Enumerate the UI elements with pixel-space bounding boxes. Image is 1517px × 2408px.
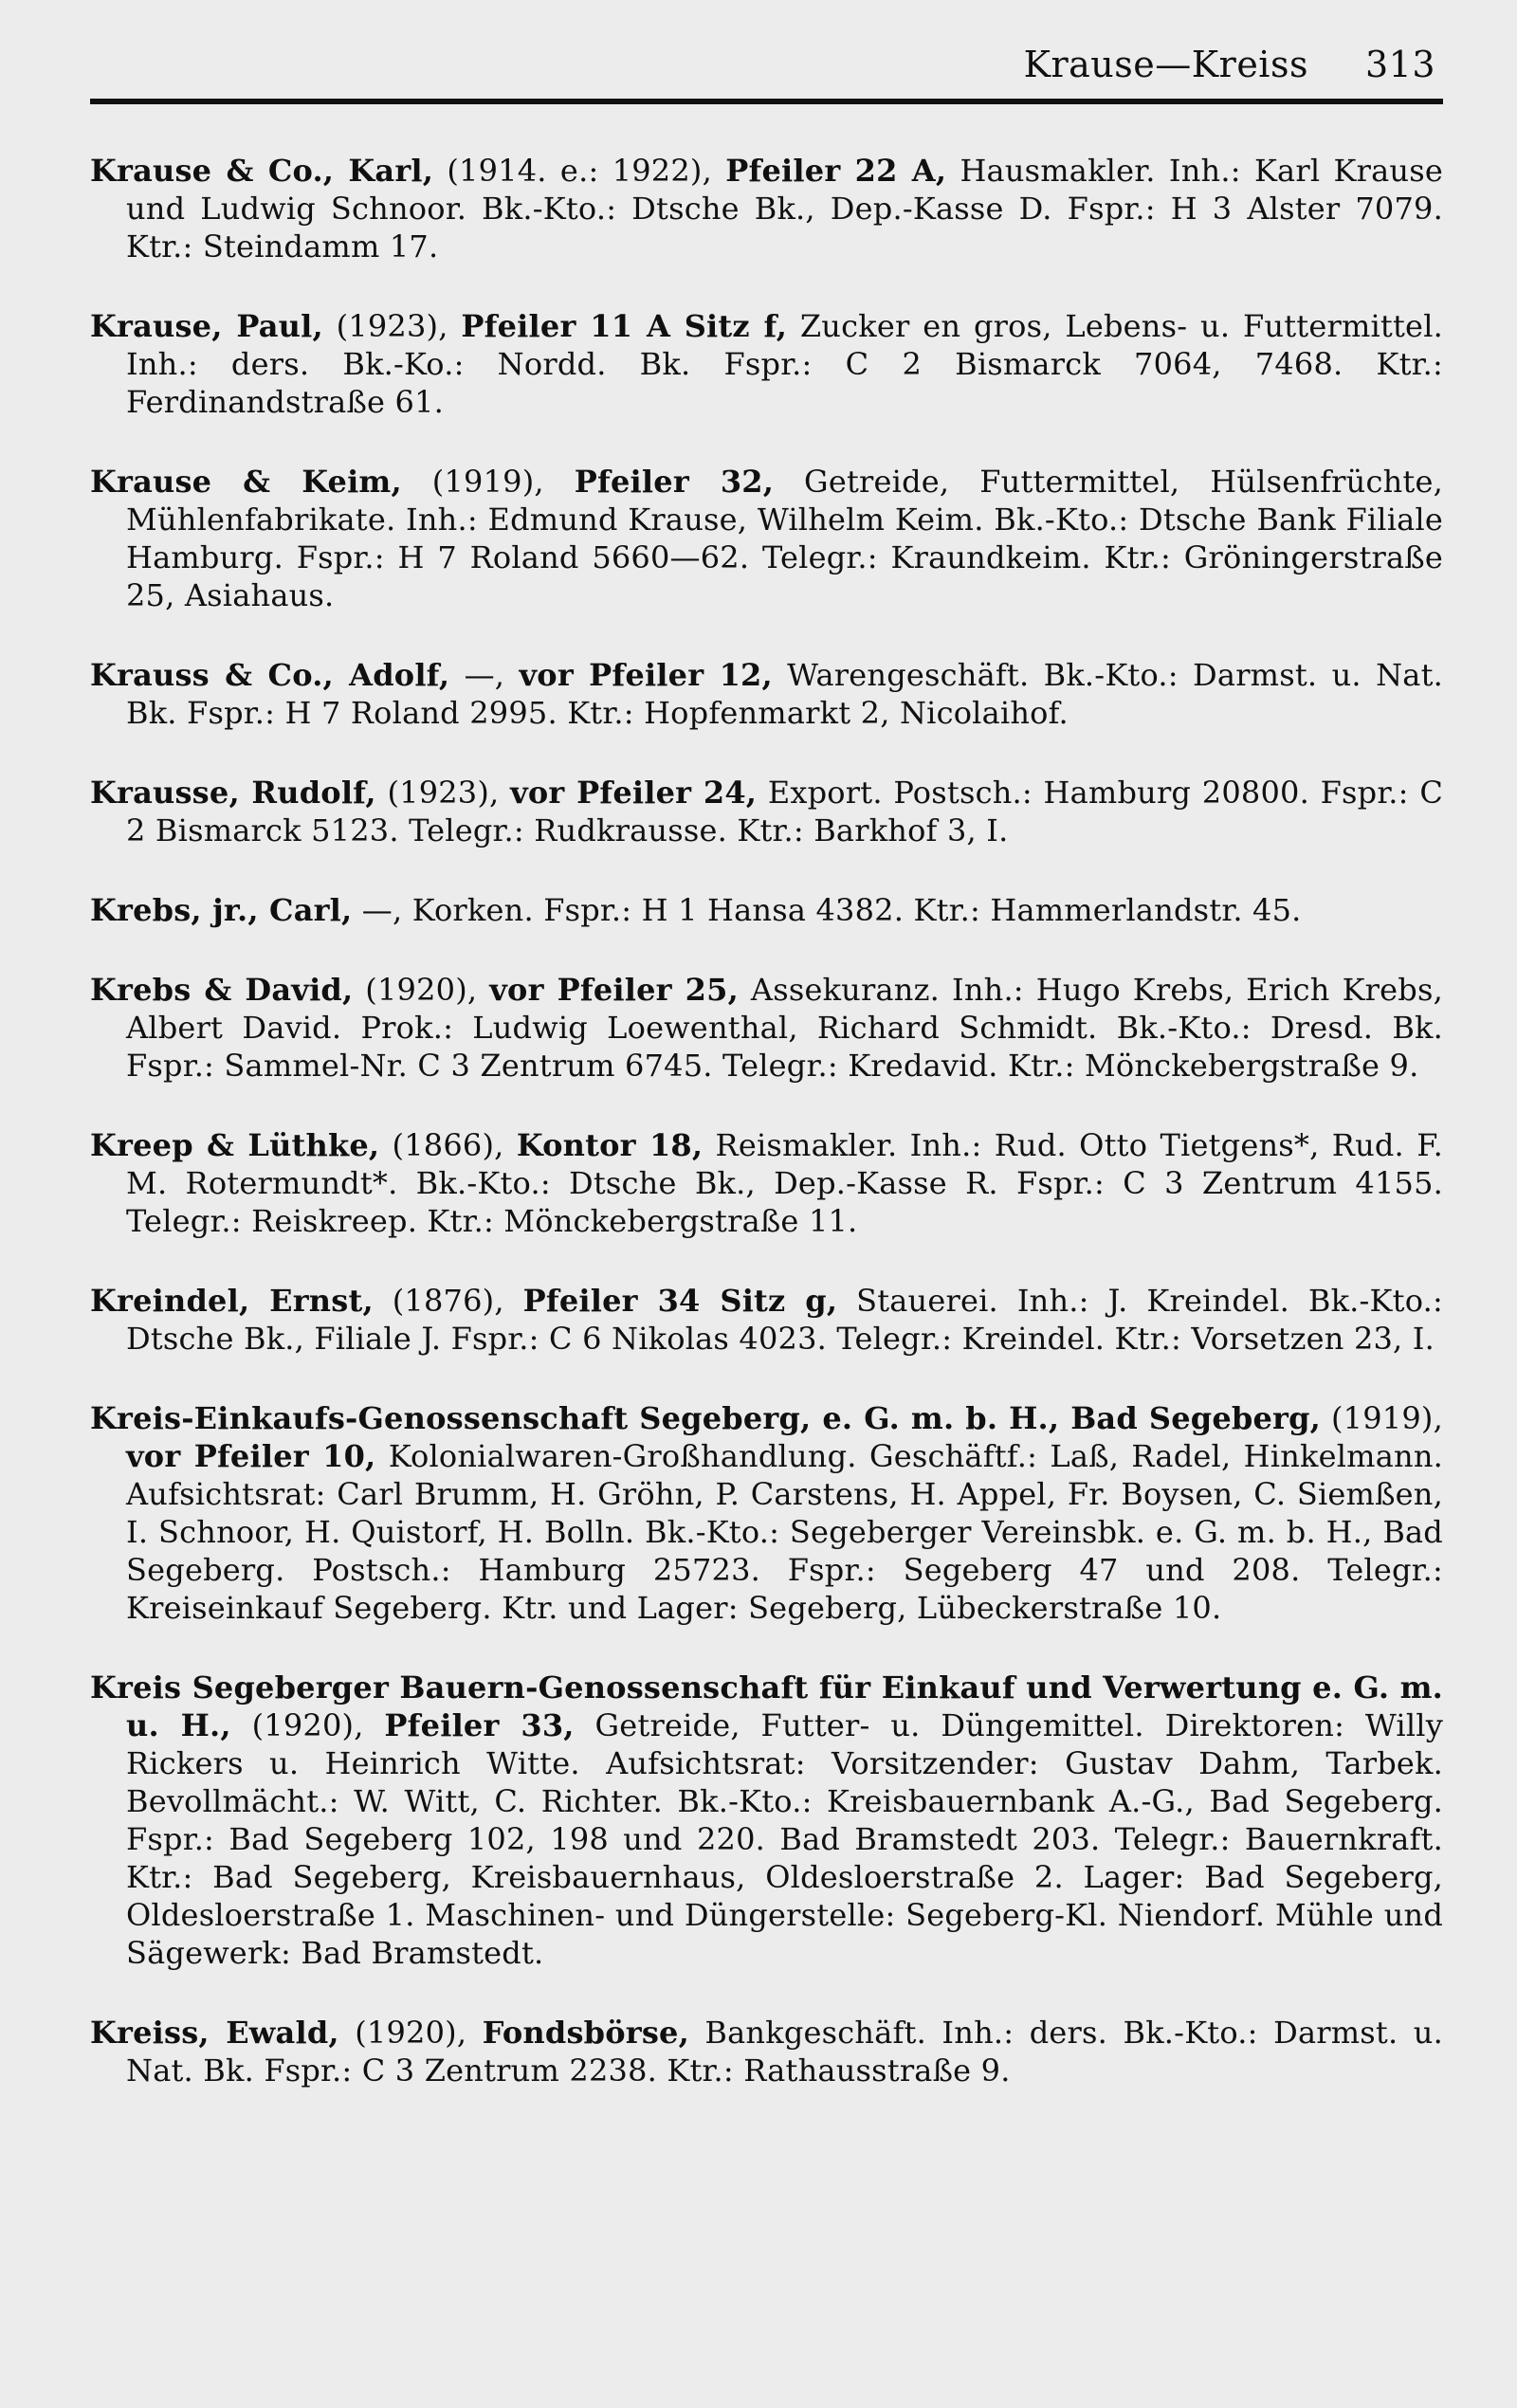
entry-name: Kreis-Einkaufs-Genossenschaft Segeberg, e. G. m. b. H., Bad Segeberg, <box>90 1400 1322 1436</box>
directory-entry <box>90 1126 1443 1240</box>
header-rule <box>90 99 1443 104</box>
entry-location: Pfeiler 11 A Sitz f, <box>461 308 788 344</box>
entry-details: Hausmakler. Inh.: Karl Krause und Ludwig Schnoor. Bk.-Kto.: Dtsche Bk., Dep.-Kasse D. Fspr.: H 3 Alster 7079. Ktr.: Steindamm 17. <box>126 153 1443 265</box>
entry-details: Zucker en gros, Lebens- u. Futtermittel. Inh.: ders. Bk.-Ko.: Nordd. Bk. Fspr.: C 2 Bismarck 7064, 7468. Ktr.: Ferdinandstraße 61. <box>126 308 1443 420</box>
entry-founding: (1919), <box>401 464 575 500</box>
page-header <box>90 38 1443 91</box>
directory-entry <box>90 1282 1443 1358</box>
entry-list <box>90 152 1443 2089</box>
directory-entry <box>90 971 1443 1085</box>
entry-name: Krauss & Co., Adolf, <box>90 657 450 693</box>
entry-details: Warengeschäft. Bk.-Kto.: Darmst. u. Nat. Bk. Fspr.: H 7 Roland 2995. Ktr.: Hopfenmarkt 2, Nicolaihof. <box>126 657 1444 731</box>
entry-name: Krebs, jr., Carl, <box>90 892 353 928</box>
directory-entry <box>90 774 1443 849</box>
directory-entry <box>90 463 1443 614</box>
entry-name: Kreindel, Ernst, <box>90 1283 374 1319</box>
entry-details: Getreide, Futter- u. Düngemittel. Direktoren: Willy Rickers u. Heinrich Witte. Aufsichtsrat: Vorsitzender: Gustav Dahm, Tarbek. Bevollmächt.: W. Witt, C. Richter. Bk.-Kto.: Kreisbauernbank A.-G., Bad Segeberg. Fspr.: Bad Segeberg 102, 198 und 220. Bad Bramstedt 203. Telegr.: Bauernkraft. Ktr.: Bad Segeberg, Kreisbauernhaus, Oldesloerstraße 2. Lager: Bad Segeberg, Oldesloerstraße 1. Maschinen- und Düngerstelle: Segeberg-Kl. Niendorf. Mühle und Sägewerk: Bad Bramstedt. <box>126 1707 1444 1971</box>
entry-details: Export. Postsch.: Hamburg 20800. Fspr.: C 2 Bismarck 5123. Telegr.: Rudkrausse. Ktr.: Barkhof 3, I. <box>126 775 1444 848</box>
directory-entry <box>90 2014 1443 2089</box>
entry-founding: —, <box>449 657 520 693</box>
directory-entry <box>90 656 1443 732</box>
entry-name: Krebs & David, <box>90 972 354 1008</box>
entry-name: Krause, Paul, <box>90 308 323 344</box>
entry-location: Pfeiler 32, <box>574 464 775 500</box>
entry-details: Kolonialwaren-Großhandlung. Geschäftf.: Laß, Radel, Hinkelmann. Aufsichtsrat: Carl Brumm, H. Gröhn, P. Carstens, H. Appel, Fr. Boysen, C. Siemßen, I. Schnoor, H. Quistorf, H. Bolln. Bk.-Kto.: Segeberger Vereinsbk. e. G. m. b. H., Bad Segeberg. Postsch.: Hamburg 25723. Fspr.: Segeberg 47 und 208. Telegr.: Kreiseinkauf Segeberg. Ktr. und Lager: Segeberg, Lübeckerstraße 10. <box>126 1438 1443 1626</box>
entry-details: Stauerei. Inh.: J. Kreindel. Bk.-Kto.: Dtsche Bk., Filiale J. Fspr.: C 6 Nikolas 4023. Telegr.: Kreindel. Ktr.: Vorsetzen 23, I. <box>126 1283 1443 1357</box>
entry-location: Pfeiler 33, <box>384 1707 575 1743</box>
entry-founding: (1919), <box>1321 1400 1443 1436</box>
entry-name: Kreep & Lüthke, <box>90 1127 380 1163</box>
directory-entry <box>90 307 1443 421</box>
entry-founding: (1923), <box>375 775 511 811</box>
entry-name: Krause & Keim, <box>90 464 402 500</box>
entry-details: Assekuranz. Inh.: Hugo Krebs, Erich Krebs, Albert David. Prok.: Ludwig Loewenthal, Richard Schmidt. Bk.-Kto.: Dresd. Bk. Fspr.: Sammel-Nr. C 3 Zentrum 6745. Telegr.: Kredavid. Ktr.: Mönckebergstraße 9. <box>126 972 1443 1084</box>
entry-name: Krause & Co., Karl, <box>90 153 434 189</box>
entry-details: Reismakler. Inh.: Rud. Otto Tietgens*, Rud. F. M. Rotermundt*. Bk.-Kto.: Dtsche Bk., Dep.-Kasse R. Fspr.: C 3 Zentrum 4155. Telegr.: Reiskreep. Ktr.: Mönckebergstraße 11. <box>126 1127 1444 1239</box>
entry-founding: (1876), <box>373 1283 523 1319</box>
entry-location: vor Pfeiler 12, <box>519 657 773 693</box>
directory-entry <box>90 891 1443 929</box>
directory-entry <box>90 1669 1443 1972</box>
entry-name: Kreis Segeberger Bauern-Genossenschaft für Einkauf und Verwertung e. G. m. u. H., <box>90 1669 1443 1743</box>
entry-founding: (1923), <box>322 308 462 344</box>
entry-details: Getreide, Futtermittel, Hülsenfrüchte, Mühlenfabrikate. Inh.: Edmund Krause, Wilhelm Keim. Bk.-Kto.: Dtsche Bank Filiale Hamburg. Fspr.: H 7 Roland 5660—62. Telegr.: Kraundkeim. Ktr.: Gröningerstraße 25, Asiahaus. <box>126 464 1443 613</box>
entry-name: Krausse, Rudolf, <box>90 775 376 811</box>
entry-founding: (1920), <box>353 972 490 1008</box>
entry-founding: —, Korken. Fspr.: H 1 Hansa 4382. Ktr.: Hammerlandstr. 45. <box>352 892 1302 928</box>
entry-name: Kreiss, Ewald, <box>90 2015 339 2051</box>
running-head: Krause—Kreiss <box>1023 44 1308 85</box>
entry-location: vor Pfeiler 24, <box>510 775 758 811</box>
entry-location: Pfeiler 22 A, <box>725 153 947 189</box>
entry-founding: (1920), <box>338 2015 483 2051</box>
directory-entry <box>90 1399 1443 1627</box>
page-number: 313 <box>1364 44 1435 85</box>
directory-entry <box>90 152 1443 265</box>
entry-founding: (1866), <box>379 1127 517 1163</box>
entry-details: Bankgeschäft. Inh.: ders. Bk.-Kto.: Darmst. u. Nat. Bk. Fspr.: C 3 Zentrum 2238. Ktr.: Rathausstraße 9. <box>126 2015 1443 2089</box>
entry-location: Fondsbörse, <box>482 2015 689 2051</box>
entry-location: Kontor 18, <box>516 1127 704 1163</box>
entry-location: vor Pfeiler 25, <box>489 972 739 1008</box>
entry-founding: (1920), <box>230 1707 385 1743</box>
entry-location: vor Pfeiler 10, <box>126 1438 376 1474</box>
entry-location: Pfeiler 34 Sitz g, <box>522 1283 838 1319</box>
entry-founding: (1914. e.: 1922), <box>433 153 726 189</box>
